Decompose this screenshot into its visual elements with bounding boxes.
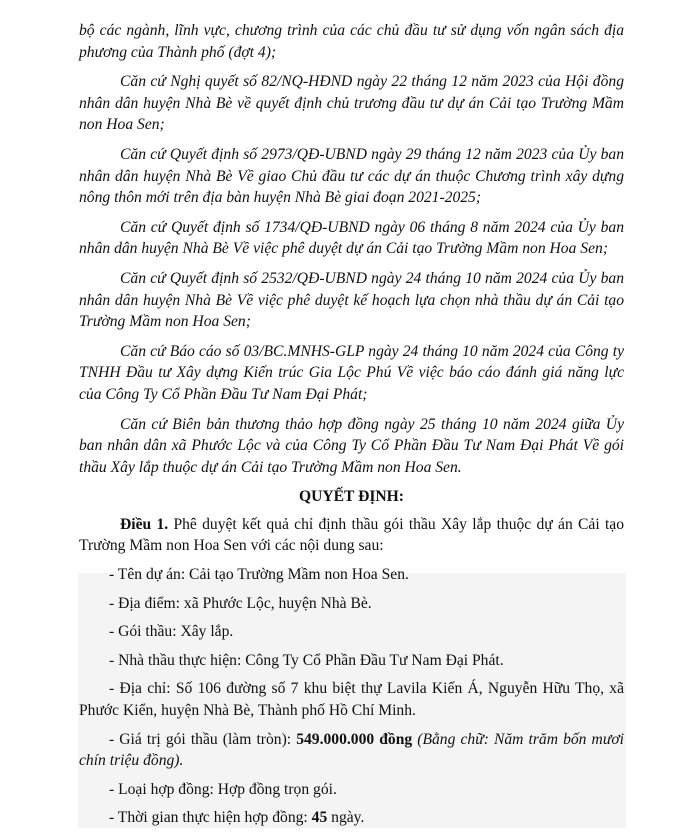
preamble-decision-2973: Căn cứ Quyết định số 2973/QĐ-UBND ngày 29 tháng 12 năm 2023 của Ủy ban nhân dân huyện Nhà Bè Về giao Chủ đầu tư các dự án thuộc Chương trình xây dựng nông thôn mới trên địa bàn huyện Nhà Bè giai đoạn 2021-2025; — [79, 145, 624, 207]
preamble-continuation: bộ các ngành, lĩnh vực, chương trình của các chủ đầu tư sử dụng vốn ngân sách địa phương của Thành phố (đợt 4); — [79, 22, 624, 61]
preamble-negotiation-minutes: Căn cứ Biên bản thương thảo hợp đồng ngày 25 tháng 10 năm 2024 giữa Ủy ban nhân dân xã Phước Lộc và của Công Ty Cổ Phần Đầu Tư Nam Đại Phát Về gói thầu Xây lắp thuộc dự án Cải tạo Trường Mầm non Hoa Sen. — [79, 415, 624, 476]
preamble-resolution-82: Căn cứ Nghị quyết số 82/NQ-HĐND ngày 22 tháng 12 năm 2023 của Hội đồng nhân dân huyện Nhà Bè về quyết định chủ trương đầu tư dự án Cải tạo Trường Mầm non Hoa Sen; — [79, 73, 624, 134]
preamble-report-03: Căn cứ Báo cáo số 03/BC.MNHS-GLP ngày 24 tháng 10 năm 2024 của Công ty TNHH Đầu tư Xây dựng Kiến trúc Gia Lộc Phú Về việc báo cáo đánh giá năng lực của Công Ty Cổ Phần Đầu Tư Nam Đại Phát; — [79, 342, 624, 403]
article-1 — [79, 514, 624, 557]
item-location: - Địa điểm: xã Phước Lộc, huyện Nhà Bè. — [109, 594, 372, 612]
document-page — [79, 20, 624, 836]
article-1-label: Điều 1. — [120, 515, 169, 533]
item-address: - Địa chỉ: Số 106 đường số 7 khu biệt thự Lavila Kiến Á, Nguyễn Hữu Thọ, xã Phước Kiển, huyện Nhà Bè, Thành phố Hồ Chí Minh. — [79, 680, 624, 720]
value-amount: 549.000.000 đồng — [296, 730, 413, 748]
value-in-words: (Bằng chữ: Năm trăm bốn mươi chín triệu đồng). — [79, 730, 624, 770]
duration-prefix: - Thời gian thực hiện hợp đồng: — [109, 809, 312, 827]
item-duration — [79, 807, 624, 829]
duration-value: 45 — [311, 809, 328, 827]
item-package: - Gói thầu: Xây lắp. — [109, 623, 234, 641]
preamble-decision-2532: Căn cứ Quyết định số 2532/QĐ-UBND ngày 24 tháng 10 năm 2024 của Ủy ban nhân dân huyện Nhà Bè Về việc phê duyệt kế hoạch lựa chọn nhà thầu dự án Cải tạo Trường Mầm non Hoa Sen; — [79, 269, 624, 331]
preamble-decision-1734: Căn cứ Quyết định số 1734/QĐ-UBND ngày 06 tháng 8 năm 2024 của Ủy ban nhân dân huyện Nhà Bè Về việc phê duyệt dự án Cải tạo Trường Mầm non Hoa Sen; — [79, 218, 624, 258]
duration-suffix: ngày. — [327, 809, 365, 827]
item-contract-type: - Loại hợp đồng: Hợp đồng trọn gói. — [109, 780, 337, 798]
item-contractor: - Nhà thầu thực hiện: Công Ty Cổ Phần Đầu Tư Nam Đại Phát. — [109, 651, 504, 669]
decision-heading: QUYẾT ĐỊNH: — [299, 488, 404, 506]
article-1-text: Phê duyệt kết quả chỉ định thầu gói thầu Xây lắp thuộc dự án Cải tạo Trường Mầm non Hoa Sen với các nội dung sau: — [79, 515, 625, 555]
item-package-value — [79, 729, 624, 772]
item-project-name: - Tên dự án: Cải tạo Trường Mầm non Hoa Sen. — [109, 566, 409, 584]
value-prefix: - Giá trị gói thầu (làm tròn): — [109, 730, 297, 748]
